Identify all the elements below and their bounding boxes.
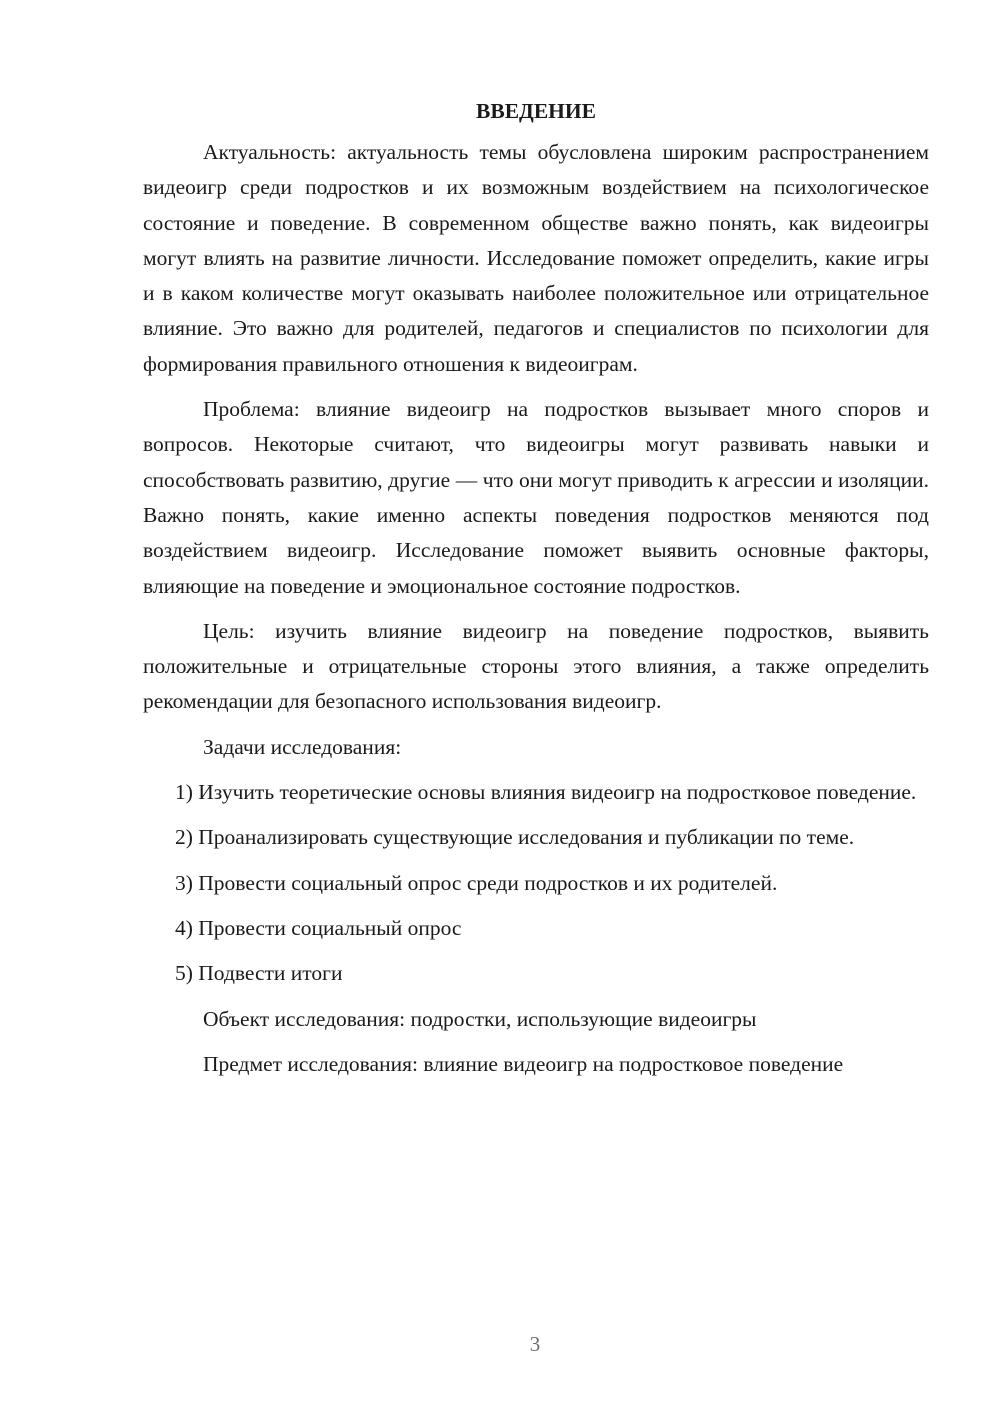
document-page <box>143 94 929 1082</box>
tasks-heading: Задачи исследования: <box>203 734 402 759</box>
task-item-5: 5) Подвести итоги <box>175 961 343 986</box>
page-number: 3 <box>529 1332 541 1356</box>
section-title: ВВЕДЕНИЕ <box>476 99 596 123</box>
task-item-2: 2) Проанализировать существующие исследования и публикации по теме. <box>175 825 855 850</box>
task-item-1: 1) Изучить теоретические основы влияния видеоигр на подростковое поведение. <box>175 780 917 805</box>
subject-paragraph: Предмет исследования: влияние видеоигр на подростковое поведение <box>203 1051 844 1076</box>
goal-paragraph: Цель: изучить влияние видеоигр на поведение подростков, выявить положительные и отрицательные стороны этого влияния, а также определить рекомендации для безопасного использования видеоигр. <box>143 618 929 714</box>
task-item-4: 4) Провести социальный опрос <box>175 915 462 940</box>
task-item-3: 3) Провести социальный опрос среди подростков и их родителей. <box>175 870 778 895</box>
relevance-paragraph: Актуальность: актуальность темы обусловлена широким распространением видеоигр среди подростков и их возможным воздействием на психологическое состояние и поведение. В современном обществе важно понять, как видеоигры могут влиять на развитие личности. Исследование поможет определить, какие игры и в каком количестве могут оказывать наиболее положительное или отрицательное влияние. Это важно для родителей, педагогов и специалистов по психологии для формирования правильного отношения к видеоиграм. <box>143 140 929 376</box>
object-paragraph: Объект исследования: подростки, использующие видеоигры <box>203 1006 757 1031</box>
problem-paragraph: Проблема: влияние видеоигр на подростков вызывает много споров и вопросов. Некоторые считают, что видеоигры могут развивать навыки и способствовать развитию, другие — что они могут приводить к агрессии и изоляции. Важно понять, какие именно аспекты поведения подростков меняются под воздействием видеоигр. Исследование поможет выявить основные факторы, влияющие на поведение и эмоциональное состояние подростков. <box>143 397 929 598</box>
